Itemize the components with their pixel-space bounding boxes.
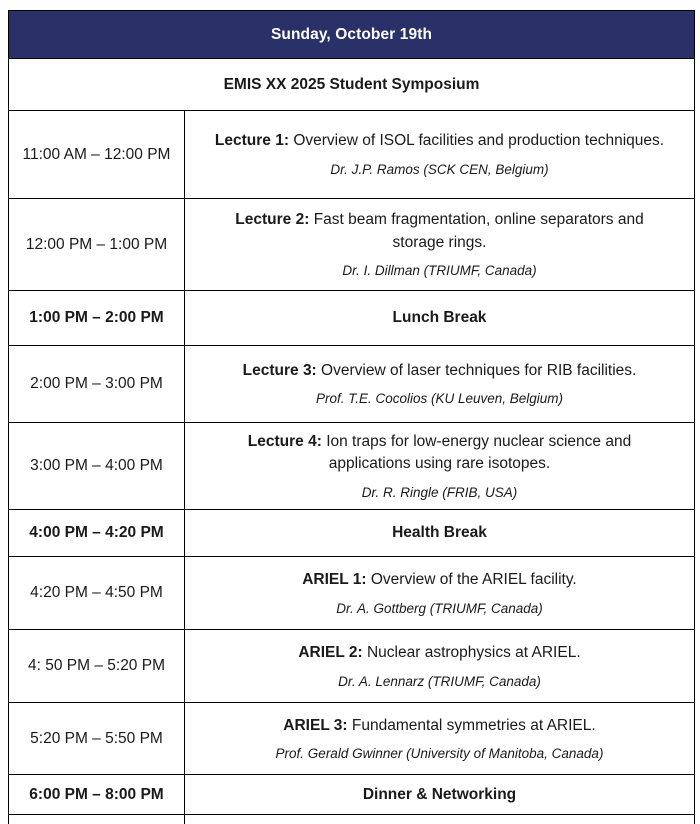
time-cell: 4: 50 PM – 5:20 PM xyxy=(9,630,185,703)
session-cell xyxy=(185,703,695,775)
session-text: Ion traps for low-energy nuclear science and applications using rare isotopes. xyxy=(326,433,632,473)
session-text: Overview of the ARIEL facility. xyxy=(370,571,577,589)
break-label: Lunch Break xyxy=(185,291,695,346)
session-cell xyxy=(185,346,695,423)
session-label: Lecture 2: xyxy=(235,211,310,229)
time-cell: 12:00 PM – 1:00 PM xyxy=(9,199,185,291)
time-cell: 6:00 PM – 8:00 PM xyxy=(9,775,185,815)
time-cell: 2:00 PM – 3:00 PM xyxy=(9,346,185,423)
time-cell: 1:00 PM – 2:00 PM xyxy=(9,291,185,346)
session-title xyxy=(211,130,668,152)
session-cell xyxy=(185,557,695,630)
session-title xyxy=(211,642,668,664)
empty-time-cell xyxy=(9,815,185,824)
session-label: ARIEL 1: xyxy=(302,571,367,589)
session-title xyxy=(211,715,668,737)
session-speaker: Prof. Gerald Gwinner (University of Manitoba, Canada) xyxy=(275,746,604,762)
table-row xyxy=(9,557,695,630)
time-cell: 4:20 PM – 4:50 PM xyxy=(9,557,185,630)
table-row xyxy=(9,111,695,199)
session-title xyxy=(211,360,668,382)
time-cell: 4:00 PM – 4:20 PM xyxy=(9,510,185,557)
session-speaker: Dr. I. Dillman (TRIUMF, Canada) xyxy=(342,263,537,279)
session-text: Overview of ISOL facilities and production techniques. xyxy=(293,132,665,150)
session-text: Nuclear astrophysics at ARIEL. xyxy=(366,644,581,662)
session-speaker: Dr. J.P. Ramos (SCK CEN, Belgium) xyxy=(330,161,549,177)
time-cell: 3:00 PM – 4:00 PM xyxy=(9,423,185,510)
time-cell: 5:20 PM – 5:50 PM xyxy=(9,703,185,775)
session-cell xyxy=(185,111,695,199)
table-row xyxy=(9,346,695,423)
empty-content-cell xyxy=(185,815,695,824)
session-cell xyxy=(185,199,695,291)
session-text: Overview of laser techniques for RIB facilities. xyxy=(321,361,637,379)
session-text: Fast beam fragmentation, online separators and storage rings. xyxy=(313,211,644,251)
break-row xyxy=(9,775,695,815)
day-header-title: Sunday, October 19th xyxy=(9,11,695,59)
table-row xyxy=(9,630,695,703)
session-label: Lecture 4: xyxy=(247,433,322,450)
table-row xyxy=(9,703,695,775)
session-title xyxy=(211,209,668,254)
session-text: Fundamental symmetries at ARIEL. xyxy=(351,716,596,734)
table-row xyxy=(9,199,695,291)
session-cell xyxy=(185,423,695,510)
break-row xyxy=(9,510,695,557)
table-row xyxy=(9,423,695,510)
session-speaker: Dr. R. Ringle (FRIB, USA) xyxy=(361,484,518,500)
session-speaker: Dr. A. Gottberg (TRIUMF, Canada) xyxy=(336,600,543,616)
break-row xyxy=(9,291,695,346)
symposium-title: EMIS XX 2025 Student Symposium xyxy=(9,59,695,111)
break-label: Dinner & Networking xyxy=(185,775,695,815)
session-label: ARIEL 2: xyxy=(298,644,363,662)
schedule-table xyxy=(8,10,695,824)
day-header-row xyxy=(9,11,695,59)
session-label: Lecture 1: xyxy=(214,132,289,150)
clipped-next-row xyxy=(9,815,695,824)
session-speaker: Prof. T.E. Cocolios (KU Leuven, Belgium) xyxy=(315,391,564,407)
session-label: Lecture 3: xyxy=(242,361,317,379)
session-cell xyxy=(185,630,695,703)
break-label: Health Break xyxy=(185,510,695,557)
session-title xyxy=(211,431,668,476)
session-title xyxy=(211,569,668,591)
time-cell: 11:00 AM – 12:00 PM xyxy=(9,111,185,199)
session-speaker: Dr. A. Lennarz (TRIUMF, Canada) xyxy=(338,673,541,689)
symposium-title-row xyxy=(9,59,695,111)
session-label: ARIEL 3: xyxy=(283,716,348,734)
